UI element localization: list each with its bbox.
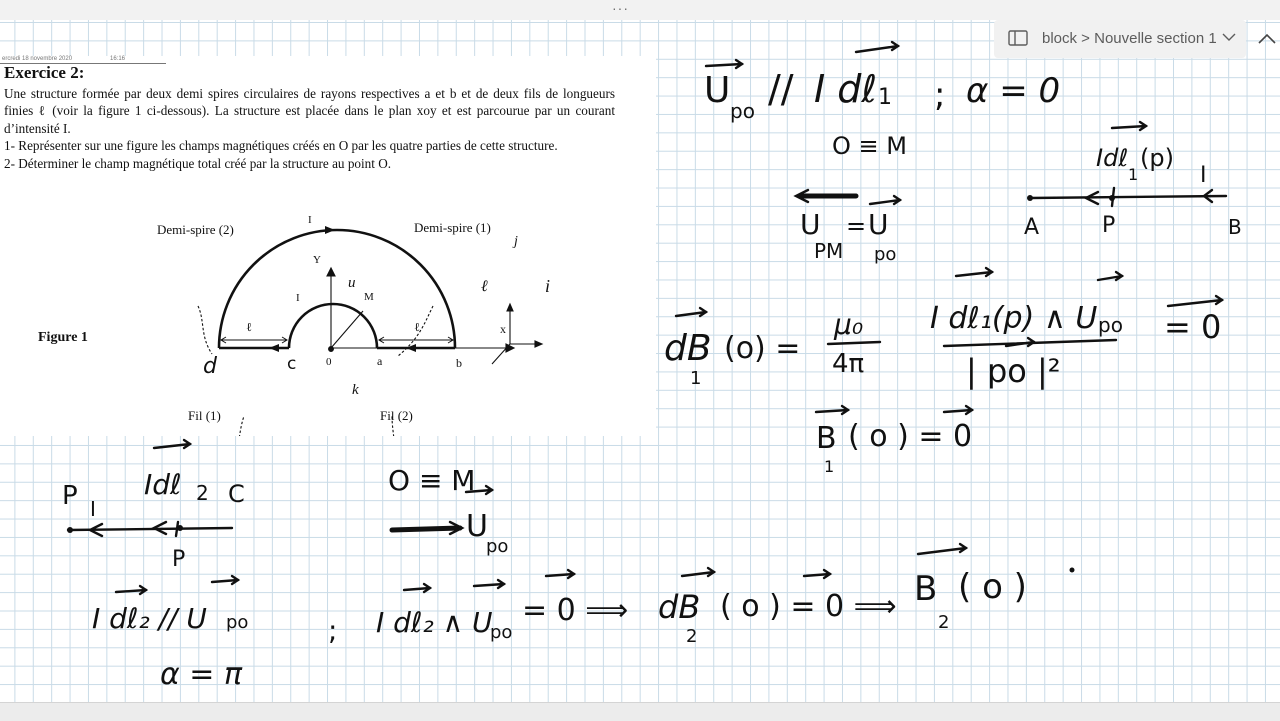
hw-line1-semicolon: ; (934, 75, 946, 115)
hw-db1-arg: (o) = (724, 331, 801, 366)
hw-db2-rest: ( o ) = 0 ⟹ (720, 589, 897, 624)
hw-upm-sub: PM (814, 239, 844, 263)
window-menu-dots[interactable]: ··· (612, 0, 629, 16)
hw-mu0: μ₀ (834, 308, 864, 341)
hw-upm-u: U (800, 208, 821, 241)
hw-seg1-a: A (1024, 215, 1040, 240)
bottom-scroll-bar[interactable] (0, 702, 1280, 721)
hw-seg1-i: I (1200, 163, 1207, 188)
label-point-o: 0 (326, 356, 332, 368)
hw-seg2-p-lower: P (172, 547, 186, 572)
hw-wedge-sub: po (490, 622, 513, 643)
hw-b1: B (816, 421, 837, 456)
hw-seg2-c: C (228, 480, 245, 508)
hw-b2: B (914, 569, 938, 609)
hw-line1-u: U (704, 70, 731, 111)
hw-wedge: I dℓ₂ ∧ U (376, 606, 493, 639)
hw-idl1p-arg: (p) (1140, 144, 1174, 172)
hw-db1-lhs: dB (664, 328, 712, 369)
label-point-m: M (364, 291, 374, 303)
hw-b1-sub: 1 (824, 457, 835, 476)
hw-upo2-sub: po (486, 536, 509, 557)
hw-numerator: I dℓ₁(p) ∧ U (930, 301, 1098, 336)
hw-db2: dB (658, 588, 701, 626)
hw-seg1-p: P (1102, 213, 1116, 238)
hw-numerator-sub: po (1098, 313, 1123, 337)
label-point-b: b (456, 356, 462, 370)
hw-seg2-i: I (90, 497, 96, 521)
doc-time: 16:16 (110, 56, 126, 62)
hw-upo2-u: U (466, 509, 488, 544)
label-point-a: a (377, 354, 383, 368)
hw-semicolon-2: ; (328, 614, 338, 647)
label-vec-k: k (352, 382, 359, 398)
hw-b1-rest: ( o ) = 0 (848, 419, 973, 454)
hw-wedge-eq: = 0 ⟹ (522, 593, 629, 628)
hw-line1-u-sub: po (730, 99, 755, 123)
label-vec-j: j (514, 234, 518, 249)
label-fil-2: Fil (2) (380, 408, 413, 423)
hw-line1-idl: I dℓ (814, 67, 878, 111)
hw-line1-idl-sub: 1 (878, 85, 892, 110)
hw-line1-parallel: // (768, 67, 794, 111)
hw-parallel-2: I dℓ₂ // U (92, 602, 207, 635)
hw-o-equiv-m-2: O ≡ M (388, 464, 476, 497)
hw-seg2-sub: 2 (196, 481, 209, 505)
exercise-question-2: 2- Déterminer le champ magnétique total créé par la structure au point O. (4, 155, 392, 171)
hw-db1-sub: 1 (690, 368, 702, 389)
hw-seg2-idl: Idℓ (144, 468, 182, 501)
label-vec-l: ℓ (481, 278, 488, 295)
label-current-outer: I (308, 214, 312, 226)
exercise-title: Exercice 2: (4, 63, 85, 82)
label-vec-i: i (545, 276, 551, 296)
exercise-paragraph: Une structure formée par deux demi spires circulaires de rayons respectives a et b et de deux fils de longueurs finies ℓ (voir la figure 1 ci-dessous). La structure est placée dans le plan xoy et est parcourue par un courant d’intensité I. (4, 86, 615, 136)
hw-parallel-2-sub: po (226, 612, 249, 633)
hw-alpha-pi: α = π (160, 657, 243, 692)
label-current-inner: I (296, 292, 300, 304)
label-point-d: d (203, 354, 217, 379)
hw-denominator: | po |² (966, 352, 1061, 390)
hw-upm-eq: = (846, 212, 867, 240)
label-demi-spire-2: Demi-spire (2) (157, 222, 234, 237)
hw-idl1p: Idℓ (1096, 144, 1129, 172)
hw-db2-sub: 2 (686, 626, 698, 647)
hw-seg1-b: B (1228, 215, 1242, 239)
hw-o-equiv-m: O ≡ M (832, 132, 907, 160)
label-axis-y: Y (313, 254, 321, 266)
label-point-c: c (287, 354, 297, 374)
exercise-question-1: 1- Représenter sur une figure les champs magnétiques créés en O par les quatre parties de cette structure. (4, 138, 558, 154)
hw-seg2-p: P (62, 481, 78, 511)
hw-upo-u: U (868, 208, 889, 241)
figure-caption: Figure 1 (38, 330, 88, 345)
doc-date: ercredi 18 novembre 2020 (2, 56, 73, 62)
breadcrumb-text: block > Nouvelle section 1 (1042, 30, 1217, 47)
hw-idl1p-sub: 1 (1128, 165, 1139, 184)
label-ell-right: ℓ (414, 320, 420, 334)
label-axis-x: x (500, 322, 506, 336)
hw-line1-alpha: α = 0 (966, 71, 1061, 111)
label-demi-spire-1: Demi-spire (1) (414, 220, 491, 235)
hw-4pi: 4π (832, 349, 865, 379)
hw-upo-sub: po (874, 244, 897, 265)
hw-b2-sub: 2 (938, 612, 950, 633)
label-fil-1: Fil (1) (188, 408, 221, 423)
label-vec-u: u (348, 275, 356, 291)
label-ell-left: ℓ (246, 320, 252, 334)
hw-eq-zero: = 0 (1164, 308, 1222, 346)
hw-b2-rest: ( o ) (958, 567, 1027, 607)
